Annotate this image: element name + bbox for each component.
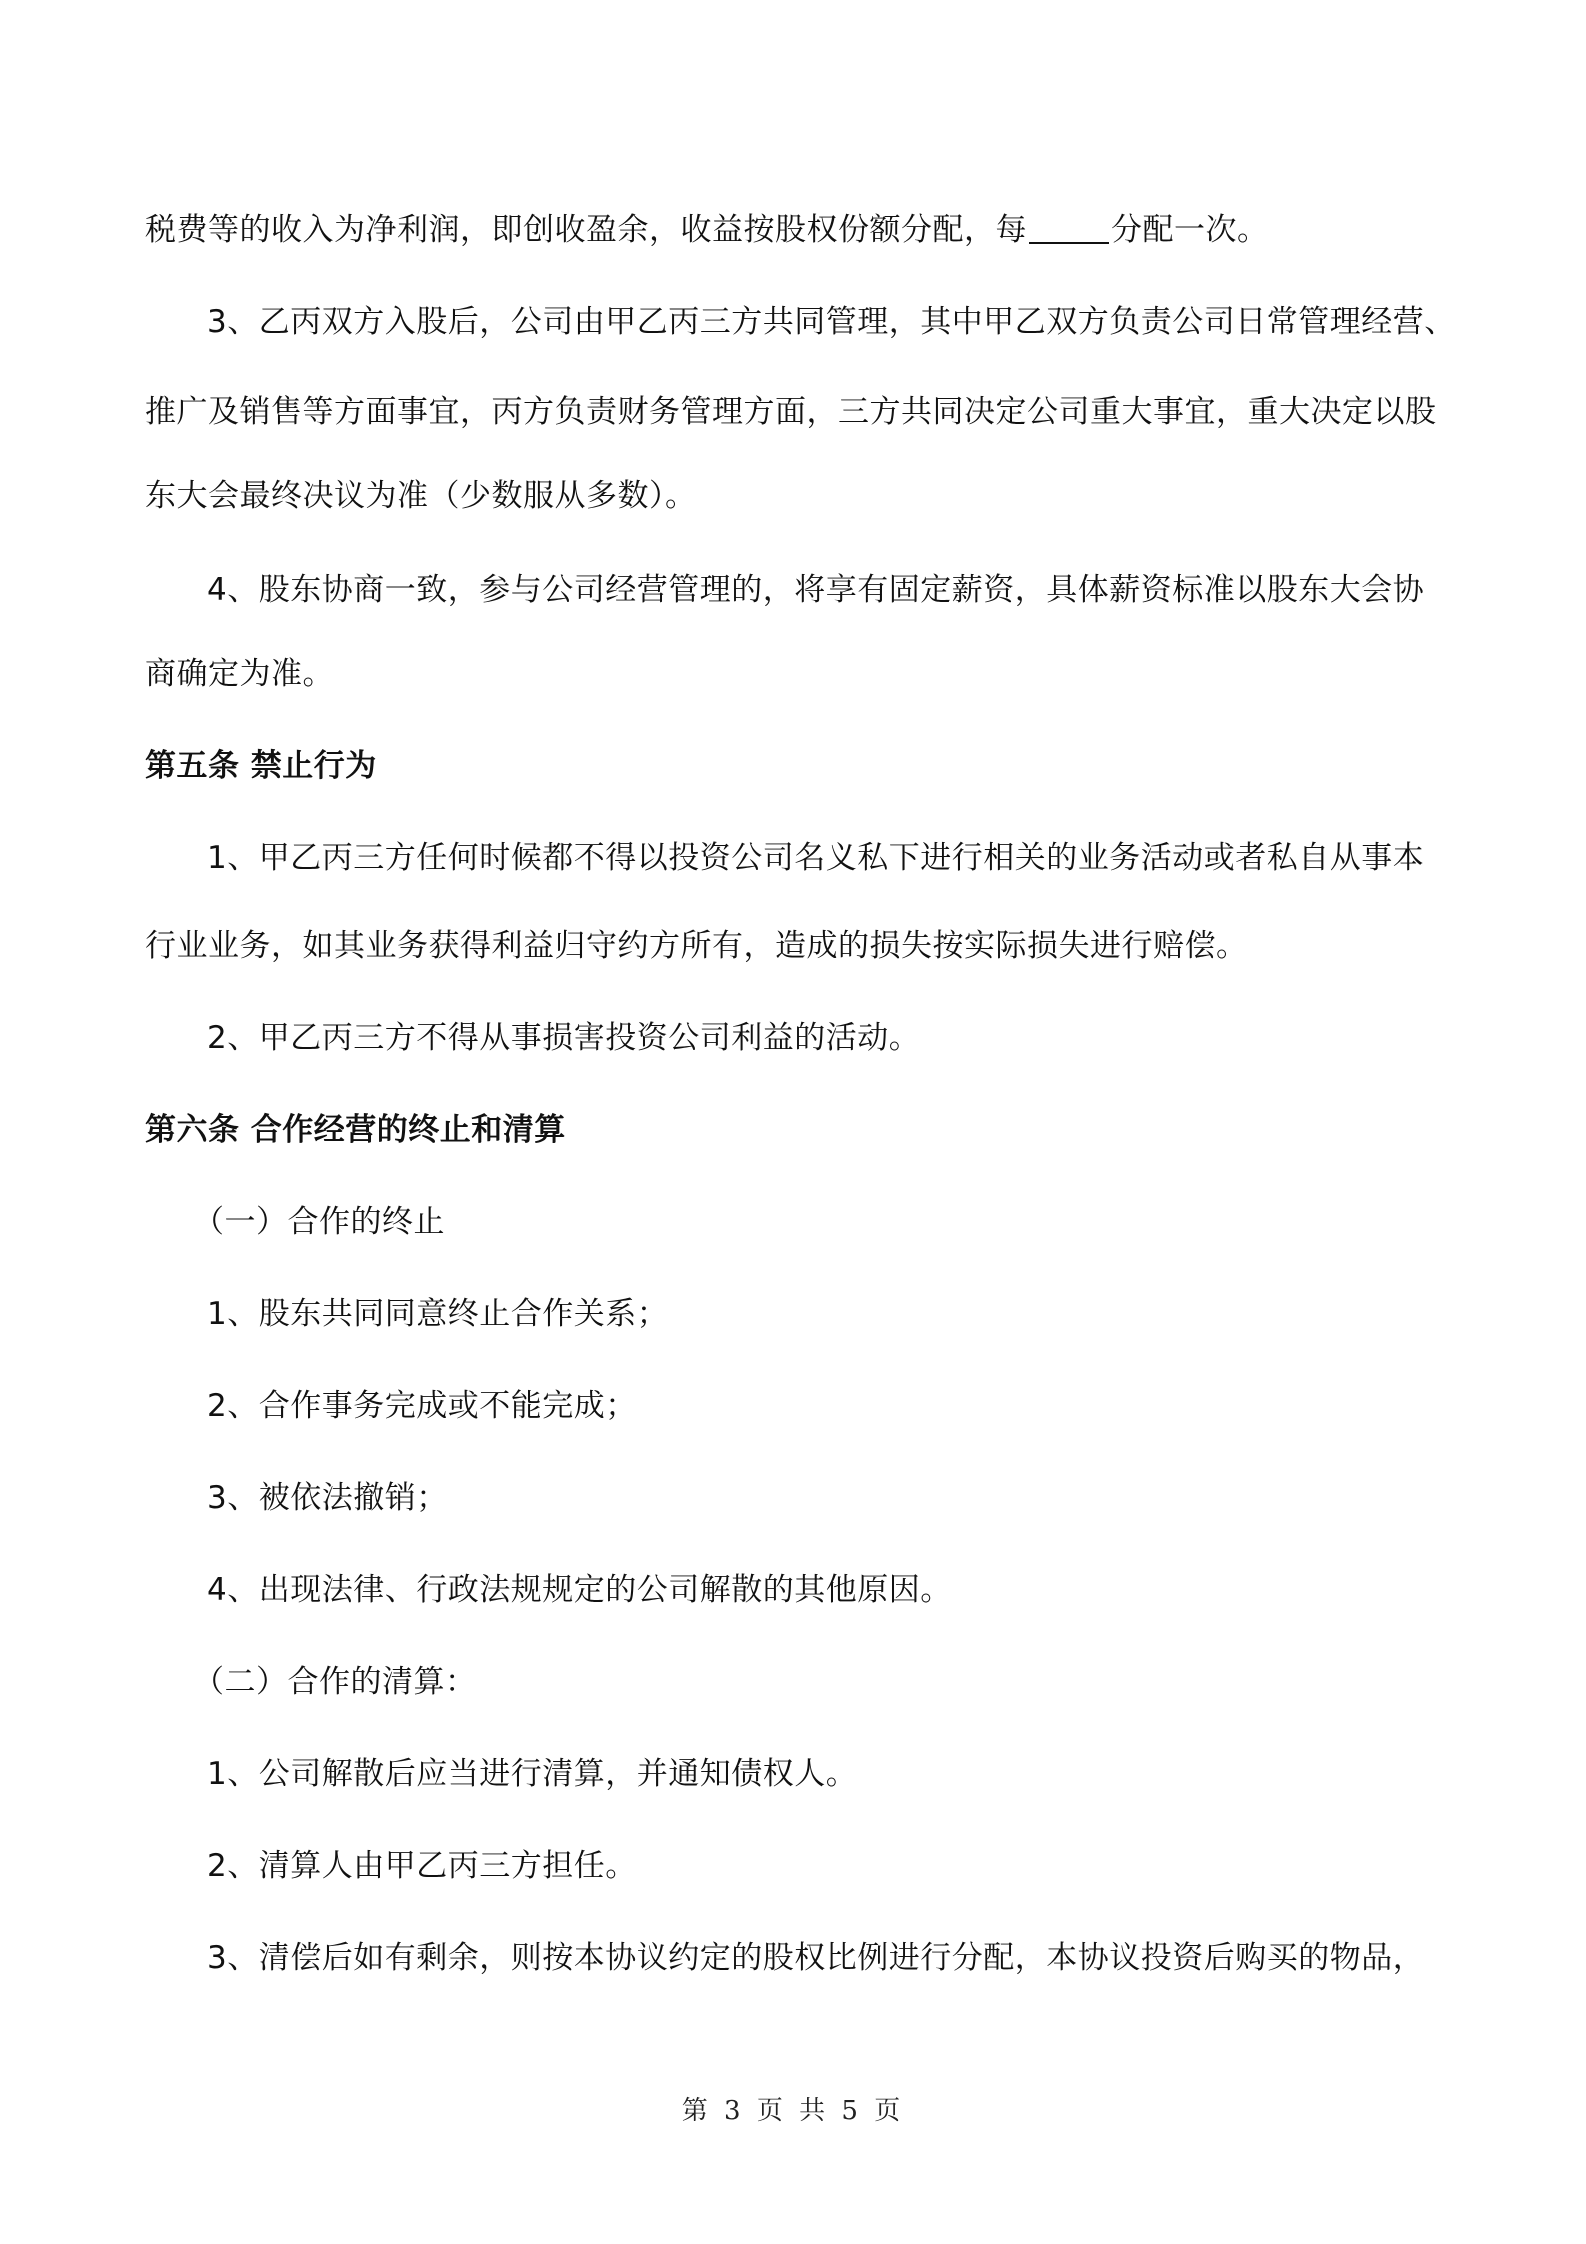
- section-2-item-3: 3、清偿后如有剩余，则按本协议约定的股权比例进行分配，本协议投资后购买的物品，: [207, 1940, 1425, 1976]
- page-footer: 第 3 页 共 5 页: [681, 2096, 905, 2126]
- section-1-item-2: 2、合作事务完成或不能完成；: [207, 1388, 637, 1424]
- profit-text-b: 分配一次。: [1111, 212, 1269, 248]
- section-1-item-3: 3、被依法撤销；: [207, 1480, 448, 1516]
- article-5-item-2: 2、甲乙丙三方不得从事损害投资公司利益的活动。: [207, 1020, 921, 1056]
- paragraph-salary-line1: 4、股东协商一致，参与公司经营管理的，将享有固定薪资，具体薪资标准以股东大会协: [207, 572, 1425, 608]
- paragraph-salary-line2: 商确定为准。: [145, 656, 334, 692]
- article-5-item-1-line1: 1、甲乙丙三方任何时候都不得以投资公司名义私下进行相关的业务活动或者私自从事本: [207, 840, 1425, 876]
- article-5-heading: 第五条 禁止行为: [145, 748, 377, 784]
- paragraph-management-line3: 东大会最终决议为准（少数服从多数）。: [145, 478, 697, 514]
- section-2-heading: （二）合作的清算：: [193, 1664, 477, 1700]
- section-1-heading: （一）合作的终止: [193, 1204, 445, 1240]
- article-6-heading: 第六条 合作经营的终止和清算: [145, 1112, 566, 1148]
- section-2-item-1: 1、公司解散后应当进行清算，并通知债权人。: [207, 1756, 858, 1792]
- section-2-item-2: 2、清算人由甲乙丙三方担任。: [207, 1848, 637, 1884]
- section-1-item-4: 4、出现法律、行政法规规定的公司解散的其他原因。: [207, 1572, 952, 1608]
- paragraph-management-line2: 推广及销售等方面事宜，丙方负责财务管理方面，三方共同决定公司重大事宜，重大决定以股: [145, 394, 1437, 430]
- section-1-item-1: 1、股东共同同意终止合作关系；: [207, 1296, 669, 1332]
- profit-text-a: 税费等的收入为净利润，即创收盈余，收益按股权份额分配，每: [145, 212, 1027, 248]
- article-5-item-1-line2: 行业业务，如其业务获得利益归守约方所有，造成的损失按实际损失进行赔偿。: [145, 928, 1248, 964]
- paragraph-management-line1: 3、乙丙双方入股后，公司由甲乙丙三方共同管理，其中甲乙双方负责公司日常管理经营、: [207, 304, 1456, 340]
- paragraph-profit-distribution: [145, 210, 1269, 250]
- fill-in-blank: [1029, 212, 1109, 244]
